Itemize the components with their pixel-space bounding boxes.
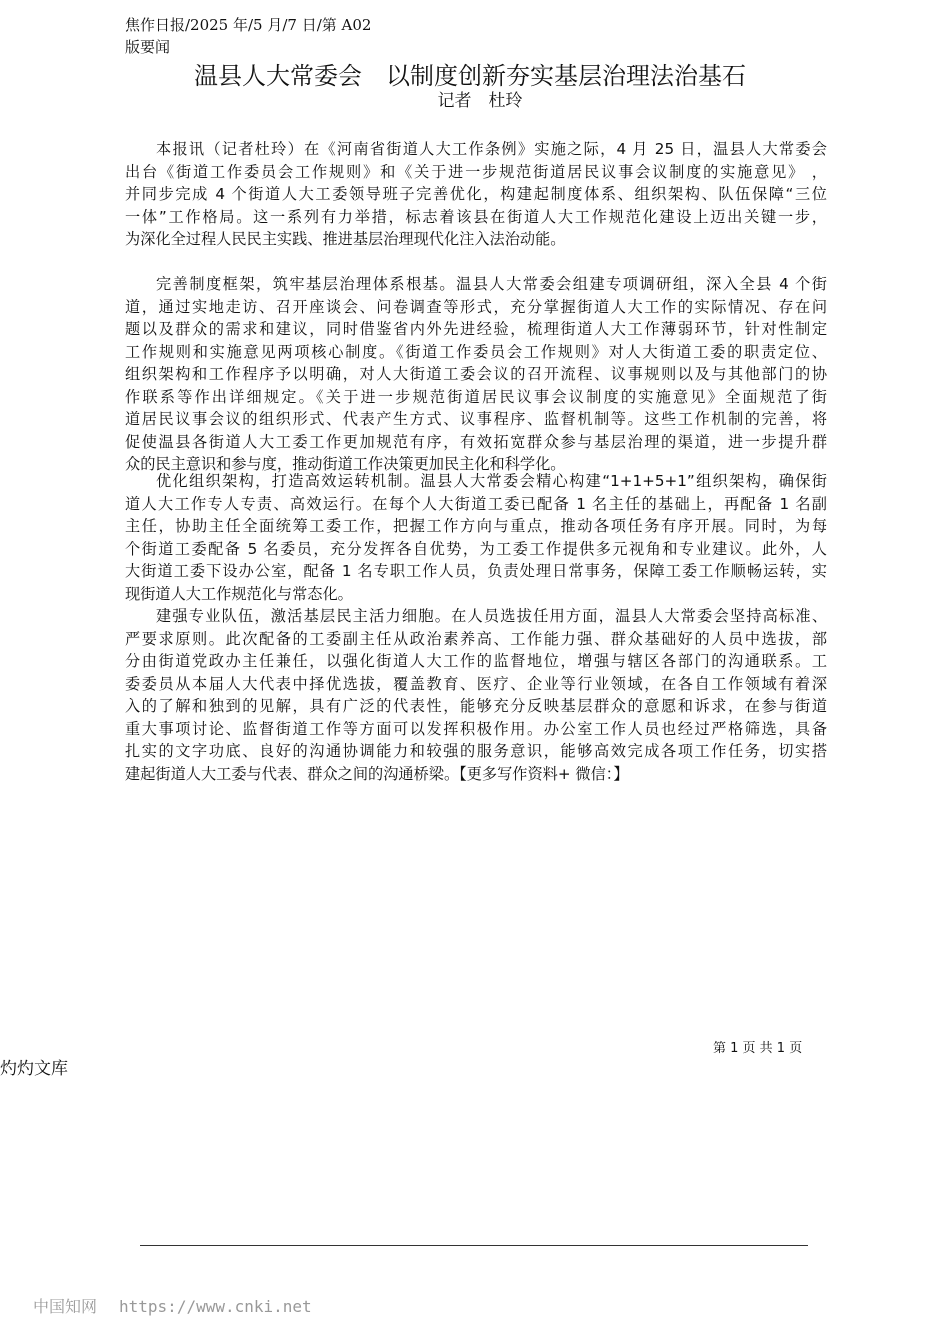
paragraph-line: 作联系等作出详细规定。《关于进一步规范街道居民议事会议制度的实施意见》全面规范了街 [125, 387, 827, 406]
paragraph-line: 组织架构和工作程序予以明确，对人大街道工委会议的召开流程、议事规则以及与其他部门的协 [125, 365, 827, 383]
paragraph-line: 建强专业队伍，激活基层民主活力细胞。在人员选拔任用方面，温县人大常委会坚持高标准、 [156, 607, 827, 625]
footer-divider [140, 1245, 808, 1246]
paragraph-line: 工作规则和实施意见两项核心制度。《街道工作委员会工作规则》对人大街道工委的职责定位、 [125, 342, 827, 361]
paragraph-line: 分由街道党政办主任兼任，以强化街道人大工作的监督地位，增强与辖区各部门的沟通联系。工 [125, 652, 827, 670]
library-brand: 灼灼文库 [0, 1059, 68, 1079]
article-byline: 记者 杜玲 [437, 91, 523, 111]
paragraph-line: 大街道工委下设办公室，配备 1 名专职工作人员，负责处理日常事务，保障工委工作顺畅运转，实 [125, 562, 827, 580]
paragraph-line: 一体”工作格局。这一系列有力举措，标志着该县在街道人大工作规范化建设上迈出关键一步， [125, 207, 827, 226]
paragraph-line: 题以及群众的需求和建议，同时借鉴省内外先进经验，梳理街道人大工作薄弱环节，针对性制定 [125, 320, 827, 338]
paragraph-line: 严要求原则。此次配备的工委副主任从政治素养高、工作能力强、群众基础好的人员中选拔，部 [125, 629, 827, 648]
paragraph-line: 委委员从本届人大代表中择优选拔，覆盖教育、医疗、企业等行业领域，在各自工作领域有着深 [125, 674, 827, 693]
paragraph-line: 为深化全过程人民民主实践、推进基层治理现代化注入法治动能。 [125, 230, 566, 248]
paragraph-line: 道，通过实地走访、召开座谈会、问卷调查等形式，充分掌握街道人大工作的实际情况、存在问 [125, 297, 827, 316]
article-title: 温县人大常委会 以制度创新夯实基层治理法治基石 [194, 62, 746, 90]
paragraph-line: 建起街道人大工委与代表、群众之间的沟通桥梁。【更多写作资料+ 微信：】 [125, 764, 629, 783]
section-label: 版要闻 [125, 38, 171, 56]
paragraph-line: 众的民主意识和参与度，推动街道工作决策更加民主化和科学化。 [125, 455, 566, 473]
paragraph-line: 主任，协助主任全面统筹工委工作，把握工作方向与重点，推动各项任务有序开展。同时，为每 [125, 517, 827, 535]
paragraph-4 [125, 605, 827, 785]
paragraph-line: 道人大工作专人专责、高效运行。在每个人大街道工委已配备 1 名主任的基础上，再配备 1 名副 [125, 494, 827, 513]
paragraph-line: 优化组织架构，打造高效运转机制。温县人大常委会精心构建“1+1+5+1”组织架构，确保街 [156, 472, 827, 490]
paragraph-line: 入的了解和独到的见解，具有广泛的代表性，能够充分反映基层群众的意愿和诉求，在参与街道 [125, 697, 827, 715]
paragraph-1 [125, 138, 827, 251]
page-number: 第 1 页 共 1 页 [713, 1041, 803, 1056]
paragraph-line: 本报讯（记者杜玲）在《河南省街道人大工作条例》实施之际，4 月 25 日，温县人大常委会 [156, 140, 827, 158]
paragraph-line: 个街道工委配备 5 名委员，充分发挥各自优势，为工委工作提供多元视角和专业建议。此外，人 [125, 539, 827, 558]
paragraph-3 [125, 470, 827, 605]
paragraph-line: 出台《街道工作委员会工作规则》和《关于进一步规范街道居民议事会议制度的实施意见》 ， [125, 162, 827, 181]
paragraph-2 [125, 273, 827, 476]
paragraph-line: 现街道人大工作规范化与常态化。 [125, 584, 353, 603]
cnki-url-link[interactable]: https://www.cnki.net [119, 1297, 312, 1316]
cnki-footer [33, 1294, 312, 1317]
paragraph-line: 道居民议事会议的组织形式、代表产生方式、议事程序、监督机制等。这些工作机制的完善，将 [125, 410, 827, 428]
source-line: 焦作日报/2025 年/5 月/7 日/第 A02 [125, 16, 372, 34]
paragraph-line: 促使温县各街道人大工委工作更加规范有序，有效拓宽群众参与基层治理的渠道，进一步提升群 [125, 432, 827, 451]
cnki-name: 中国知网 [33, 1297, 98, 1316]
paragraph-line: 并同步完成 4 个街道人大工委领导班子完善优化，构建起制度体系、组织架构、队伍保障“三位 [125, 185, 827, 203]
paragraph-line: 完善制度框架，筑牢基层治理体系根基。温县人大常委会组建专项调研组，深入全县 4 个街 [156, 275, 827, 293]
paragraph-line: 重大事项讨论、监督街道工作等方面可以发挥积极作用。办公室工作人员也经过严格筛选，具备 [125, 719, 827, 738]
paragraph-line: 扎实的文字功底、良好的沟通协调能力和较强的服务意识，能够高效完成各项工作任务，切实搭 [125, 742, 827, 760]
